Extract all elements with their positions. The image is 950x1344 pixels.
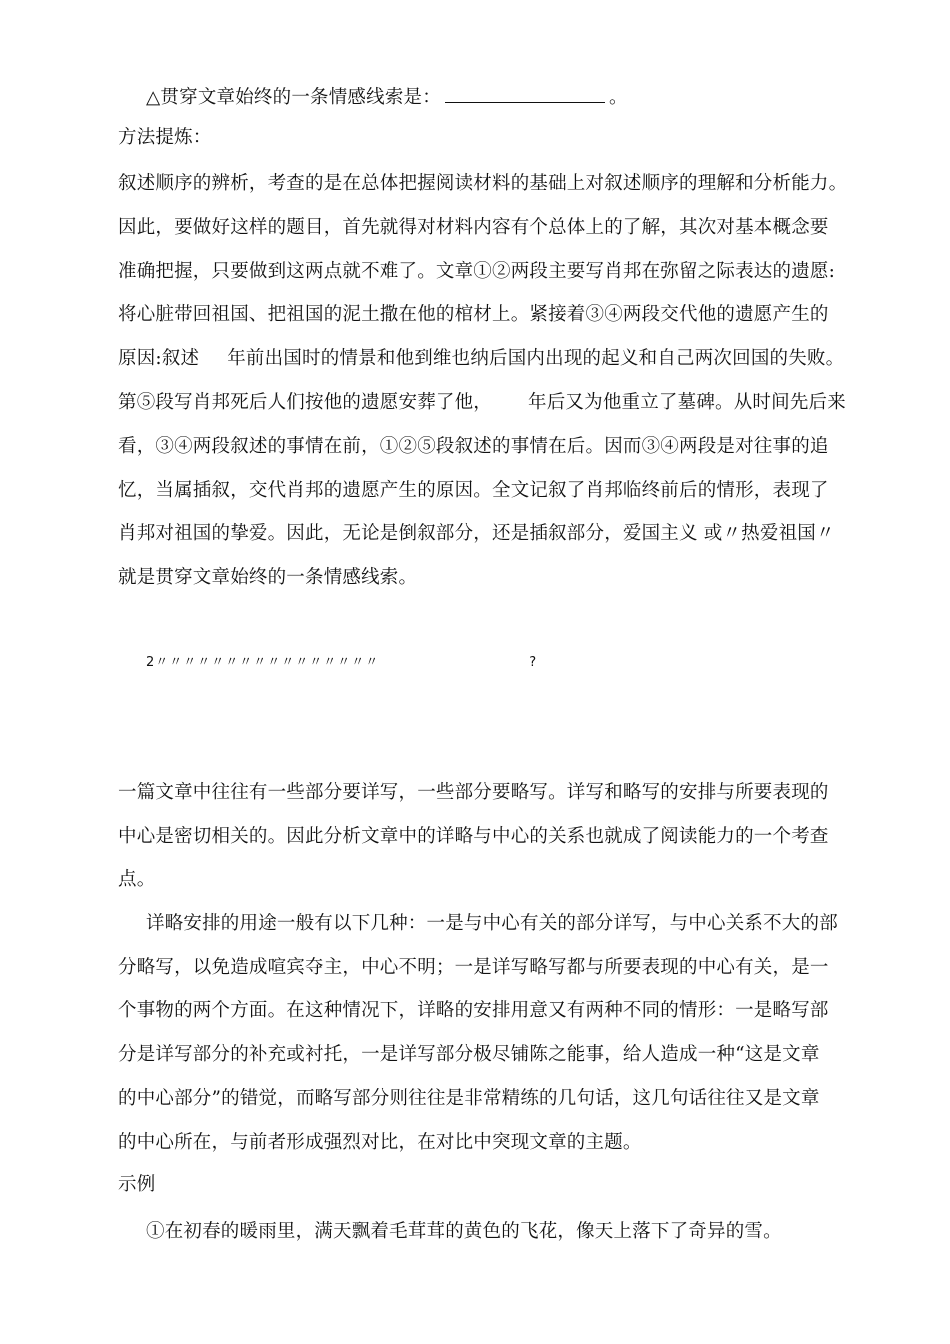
question-end: 。 <box>608 87 628 108</box>
paragraph-line <box>118 346 858 372</box>
paragraph-line: 个事物的两个方面。在这种情况下，详略的安排用意又有两种不同的情形：一是略写部 <box>118 1000 829 1021</box>
method-label: 方法提炼： <box>118 127 212 148</box>
section-heading-mark: ? <box>529 655 538 670</box>
question-text: △贯穿文章始终的一条情感线索是： <box>146 87 441 108</box>
example-item: ①在初春的暖雨里，满天飘着毛茸茸的黄色的飞花，像天上落下了奇异的雪。 <box>146 1221 782 1242</box>
paragraph-line: 准确把握，只要做到这两点就不难了。文章①②两段主要写肖邦在弥留之际表达的遗愿: <box>118 261 836 282</box>
section-heading-text: 2〃〃〃〃〃〃〃〃〃〃〃〃〃〃〃〃 <box>146 655 380 670</box>
paragraph-line: 因此，要做好这样的题目，首先就得对材料内容有个总体上的了解，其次对基本概念要 <box>118 217 829 238</box>
question-line <box>146 84 886 111</box>
example-label: 示例 <box>118 1174 156 1195</box>
paragraph-line: 分是详写部分的补充或衬托，一是详写部分极尽铺陈之能事，给人造成一种“这是文章 <box>118 1044 820 1065</box>
paragraph-segment: 原因:叙述 <box>118 348 200 369</box>
paragraph-line: 肖邦对祖国的挚爱。因此，无论是倒叙部分，还是插叙部分，爱国主义 或〃热爱祖国〃 <box>118 523 835 544</box>
paragraph-line: 就是贯穿文章始终的一条情感线索。 <box>118 567 418 588</box>
paragraph-line: 一篇文章中往往有一些部分要详写，一些部分要略写。详写和略写的安排与所要表现的 <box>118 782 829 803</box>
answer-blank[interactable] <box>445 84 605 103</box>
paragraph-line: 忆，当属插叙，交代肖邦的遗愿产生的原因。全文记叙了肖邦临终前后的情形，表现了 <box>118 480 829 501</box>
paragraph-segment: 第⑤段写肖邦死后人们按他的遗愿安葬了他， <box>118 392 493 413</box>
paragraph-line: 分略写，以免造成喧宾夺主，中心不明；一是详写略写都与所要表现的中心有关，是一 <box>118 957 829 978</box>
paragraph-segment: 年后又为他重立了墓碑。从时间先后来 <box>528 392 846 413</box>
paragraph-segment: 年前出国时的情景和他到维也纳后国内出现的起义和自己两次回国的失败。 <box>227 348 845 369</box>
paragraph-line: 看，③④两段叙述的事情在前，①②⑤段叙述的事情在后。因而③④两段是对往事的追 <box>118 436 829 457</box>
paragraph-line: 点。 <box>118 869 156 890</box>
paragraph-line: 叙述顺序的辨析，考查的是在总体把握阅读材料的基础上对叙述顺序的理解和分析能力。 <box>118 173 848 194</box>
paragraph-line <box>118 390 858 416</box>
paragraph-line: 的中心所在，与前者形成强烈对比，在对比中突现文章的主题。 <box>118 1132 642 1153</box>
paragraph-line: 详略安排的用途一般有以下几种：一是与中心有关的部分详写，与中心关系不大的部 <box>146 913 838 934</box>
paragraph-line: 的中心部分”的错觉，而略写部分则往往是非常精练的几句话，这几句话往往又是文章 <box>118 1088 820 1109</box>
paragraph-line: 中心是密切相关的。因此分析文章中的详略与中心的关系也就成了阅读能力的一个考查 <box>118 826 829 847</box>
paragraph-line: 将心脏带回祖国、把祖国的泥土撒在他的棺材上。紧接着③④两段交代他的遗愿产生的 <box>118 304 829 325</box>
section-heading <box>146 650 886 676</box>
